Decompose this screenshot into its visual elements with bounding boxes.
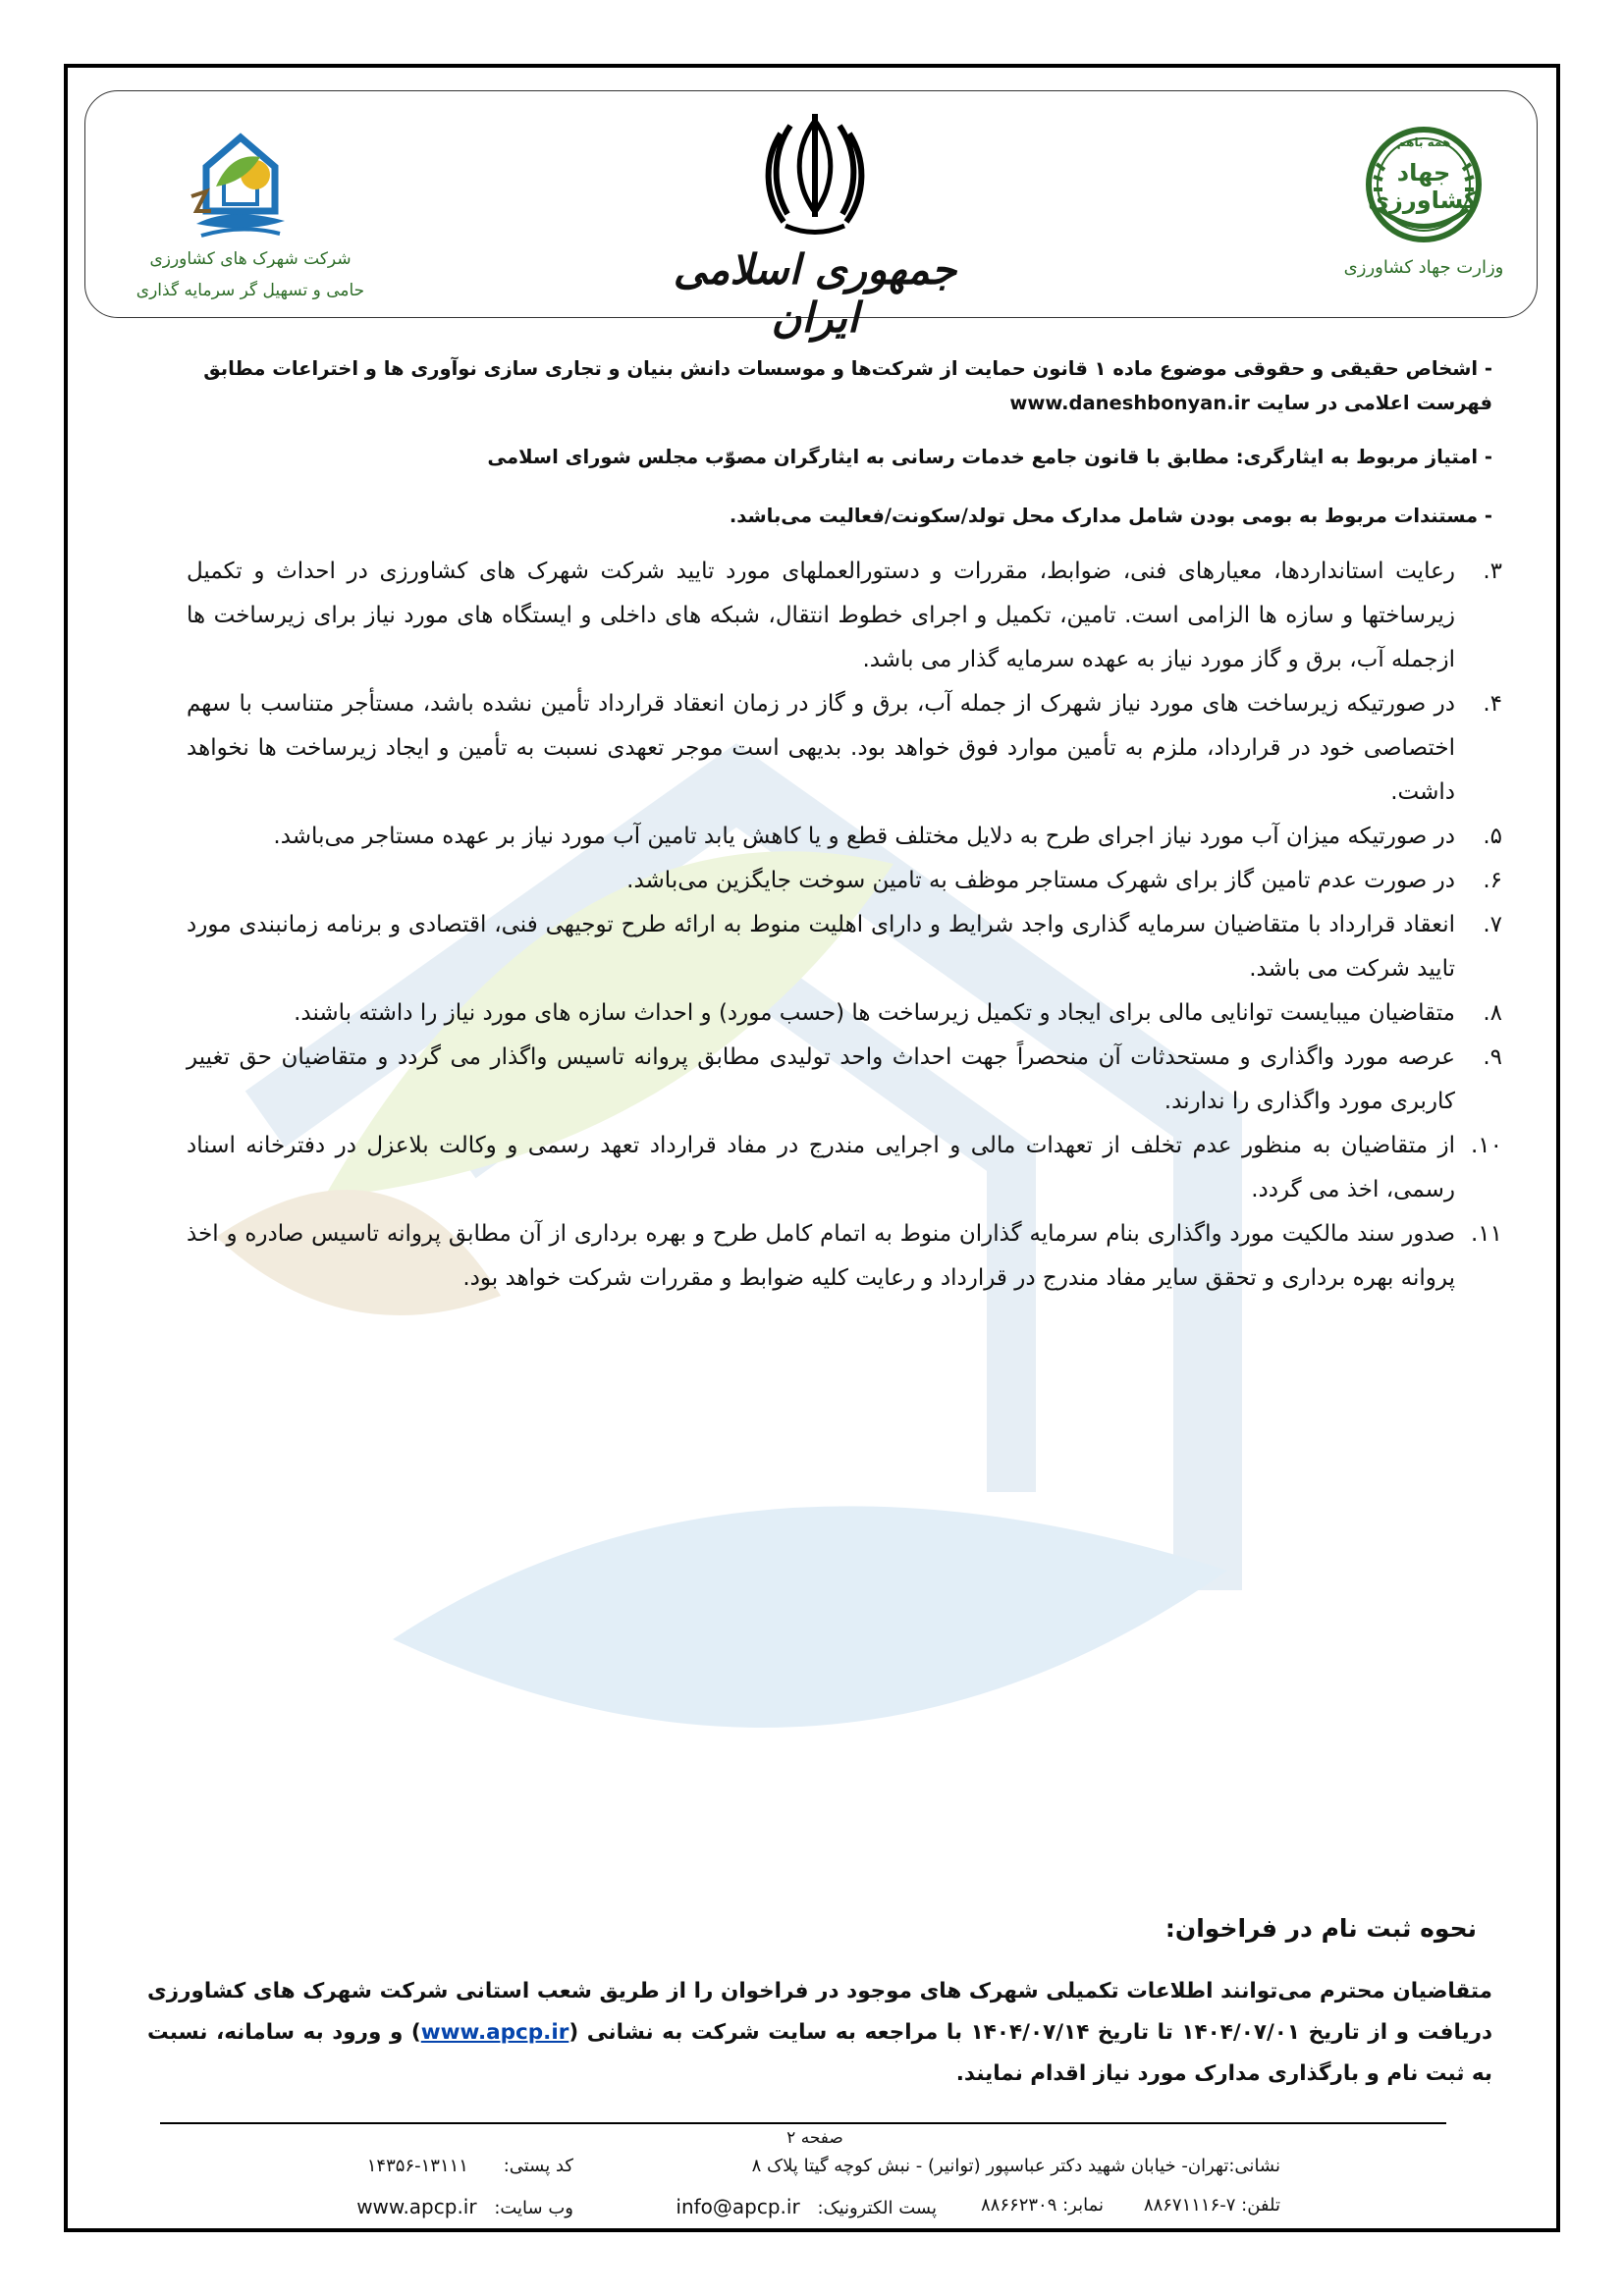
footer-postal: کد پستی: ۱۳۱۱۱-۱۴۳۵۶: [366, 2156, 573, 2176]
footer-fax: نمابر: ۸۸۶۶۲۳۰۹: [981, 2195, 1104, 2216]
email-link[interactable]: info@apcp.ir: [676, 2195, 800, 2218]
list-item: ۳. رعایت استانداردها، معیارهای فنی، ضوابط، مقررات و دستورالعملهای مورد تایید شرکت شهرک های کشاورزی در احداث و تکمیل زیرساختها و سازه ها الزامی است. تامین، تکمیل و اجرای خطوط انتقال، شبکه های داخلی و ایستگاه های مورد نیاز برای زیرساخت ها ازجمله آب، برق و گاز مورد نیاز به عهده سرمایه گذار می باشد.: [187, 559, 1502, 672]
company-caption-line2: حامی و تسهیل گر سرمایه گذاری: [135, 281, 365, 300]
footer-website: وب سایت: www.apcp.ir: [356, 2195, 573, 2218]
apcp-link[interactable]: www.apcp.ir: [420, 2020, 569, 2045]
list-item: ۵. در صورتیکه میزان آب مورد نیاز اجرای طرح به دلایل مختلف قطع و یا کاهش یابد تامین آب مورد نیاز بر عهده مستاجر می‌باشد.: [273, 824, 1502, 849]
list-item: ۷. انعقاد قرارداد با متقاضیان سرمایه گذاری واجد شرایط و دارای اهلیت منوط به ارائه طرح توجیهی فنی، اقتصادی و برنامه زمانبندی مورد تایید شرکت می باشد.: [187, 912, 1502, 982]
note-native-docs: - مستندات مربوط به بومی بودن شامل مدارک محل تولد/سکونت/فعالیت می‌باشد.: [729, 505, 1492, 527]
note-veterans: - امتیاز مربوط به ایثارگری: مطابق با قانون جامع خدمات رسانی به ایثارگران مصوّب مجلس شورای اسلامی: [487, 446, 1492, 468]
company-caption-line1: شرکت شهرک های کشاورزی: [149, 249, 352, 269]
note-knowledge-based: - اشخاص حقیقی و حقوقی موضوع ماده ۱ قانون حمایت از شرکت‌ها و موسسات دانش بنیان و تجاری سازی نوآوری ها و اختراعات مطابق فهرست اعلامی در سایت www.daneshbonyan.ir: [203, 357, 1492, 414]
list-item: ۶. در صورت عدم تامین گاز برای شهرک مستاجر موظف به تامین سوخت جایگزین می‌باشد.: [626, 868, 1502, 893]
footer-phone: تلفن: ۷-۸۸۶۷۱۱۱۶: [1143, 2195, 1280, 2216]
list-item: ۹. عرصه مورد واگذاری و مستحدثات آن منحصراً جهت احداث واحد تولیدی مطابق پروانه تاسیس واگذار می گردد و متقاضیان حق تغییر کاربری مورد واگذاری را ندارند.: [187, 1044, 1502, 1114]
page-number: صفحه ۲: [786, 2128, 843, 2148]
company-caption: [118, 243, 383, 306]
ministry-caption: وزارت جهاد کشاورزی: [1343, 257, 1504, 278]
footer-email: پست الکترونیک: info@apcp.ir: [676, 2195, 937, 2218]
company-logo-icon: [177, 118, 304, 255]
list-item: ۱۰. از متقاضیان به منظور عدم تخلف از تعهدات مالی و اجرایی مندرج در مفاد قرارداد تعهد رسمی و وکالت بلاعزل در دفترخانه اسناد رسمی، اخذ می گردد.: [187, 1133, 1502, 1202]
ministry-logo-text: جهاد کشاورزی: [1368, 159, 1478, 214]
list-item: ۴. در صورتیکه زیرساخت های مورد نیاز شهرک از جمله آب، برق و گاز در زمان انعقاد قرارداد تأمین نشده باشد، مستأجر متناسب با سهم اختصاصی خود در قرارداد، ملزم به تأمین موارد فوق خواهد بود. بدیهی است موجر تعهدی نسبت به تأمین و ایجاد زیرساخت ها نخواهد داشت.: [187, 691, 1502, 805]
footer-divider: [160, 2122, 1446, 2124]
registration-text: متقاضیان محترم می‌توانند اطلاعات تکمیلی شهرک های موجود در فراخوان را از طریق شعب استانی شرکت شهرک های کشاورزی دریافت و از تاریخ ۱۴۰۴/۰۷/۰۱ تا تاریخ ۱۴۰۴/۰۷/۱۴ با مراجعه به سایت شرکت به نشانی (www.apcp.ir) و ورود به سامانه، نسبت به ثبت نام و بارگذاری مدارک مورد نیاز اقدام نمایند.: [147, 1979, 1493, 2086]
list-item: ۱۱. صدور سند مالکیت مورد واگذاری بنام سرمایه گذاران منوط به اتمام کامل طرح و بهره برداری از آن مطابق پروانه تاسیس صادره و اخذ پروانه بهره برداری و تحقق سایر مفاد مندرج در قرارداد و رعایت کلیه ضوابط و مقررات شرکت خواهد بود.: [187, 1221, 1502, 1291]
ministry-logo-small: همه باهم: [1396, 135, 1451, 149]
state-title: جمهوری اسلامی ایران: [673, 245, 957, 342]
registration-title: نحوه ثبت نام در فراخوان:: [1164, 1914, 1477, 1943]
conditions-list: [187, 550, 1502, 1301]
footer-address: نشانی:تهران- خیابان شهید دکتر عباسپور (توانیر) - نبش کوچه گیتا پلاک ۸: [751, 2156, 1280, 2176]
website-link[interactable]: www.apcp.ir: [356, 2195, 477, 2218]
list-item: ۸. متقاضیان میبایست توانایی مالی برای ایجاد و تکمیل زیرساخت ها (حسب مورد) و احداث سازه های مورد نیاز را داشته باشند.: [294, 1000, 1502, 1026]
iran-emblem-icon: [756, 106, 874, 243]
